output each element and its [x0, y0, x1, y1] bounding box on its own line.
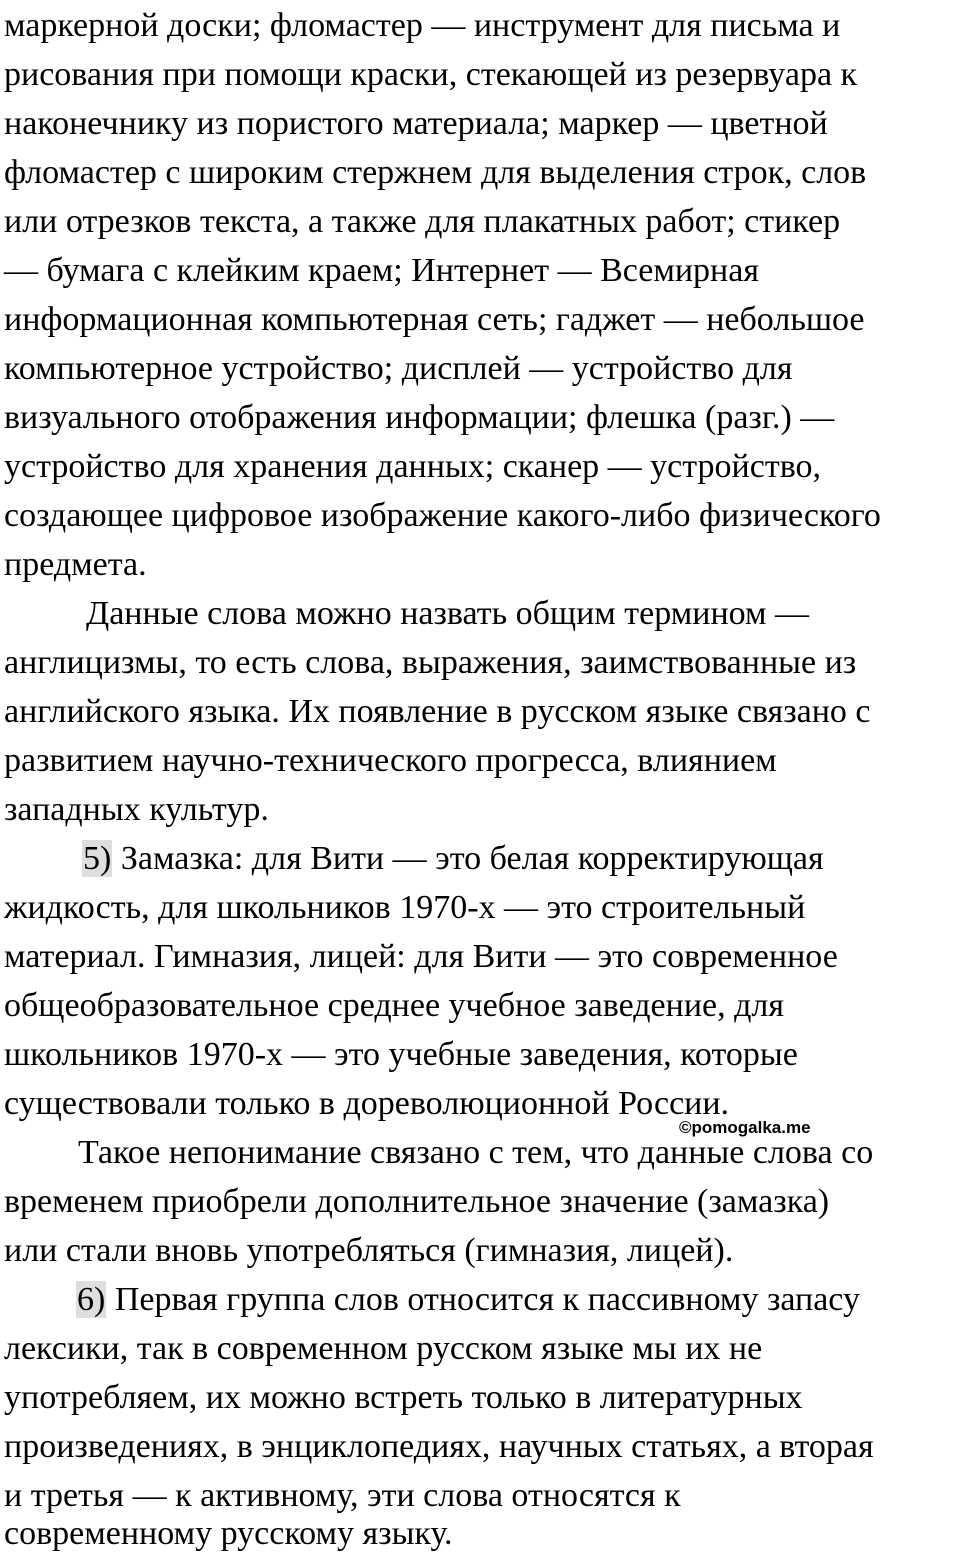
text-line: жидкость, для школьников 1970-х — это строительный: [4, 889, 806, 926]
text-line: или стали вновь употребляться (гимназия, лицей).: [4, 1232, 734, 1269]
text-line: лексики, так в современном русском языке мы их не: [4, 1330, 763, 1367]
text-line: существовали только в дореволюционной России.: [4, 1085, 730, 1122]
text-line: материал. Гимназия, лицей: для Вити — это современное: [4, 938, 838, 975]
text-line: школьников 1970-х — это учебные заведения, которые: [4, 1036, 798, 1073]
text-span: Первая группа слов относится к пассивному запасу: [106, 1281, 860, 1318]
text-line: современному русскому языку.: [4, 1515, 453, 1552]
text-line: устройство для хранения данных; сканер — устройство,: [4, 448, 822, 485]
text-span: Замазка: для Вити — это белая корректирующая: [112, 840, 824, 877]
text-line: [82, 835, 824, 883]
text-line: западных культур.: [4, 791, 269, 828]
text-line: английского языка. Их появление в русском языке связано с: [4, 693, 871, 730]
text-line: развитием научно-технического прогресса, влиянием: [4, 742, 777, 779]
text-line: Такое непонимание связано с тем, что данные слова со: [78, 1134, 874, 1171]
text-line: наконечнику из пористого материала; маркер — цветной: [4, 105, 828, 142]
text-line: предмета.: [4, 546, 147, 583]
text-line: создающее цифровое изображение какого-либо физического: [4, 497, 881, 534]
text-line: информационная компьютерная сеть; гаджет — небольшое: [4, 301, 865, 338]
text-line: общеобразовательное среднее учебное заведение, для: [4, 987, 785, 1024]
text-line: компьютерное устройство; дисплей — устройство для: [4, 350, 793, 387]
text-line: визуального отображения информации; флешка (разг.) —: [4, 399, 835, 436]
text-line: употребляем, их можно встреть только в литературных: [4, 1379, 803, 1416]
text-line: [76, 1276, 860, 1324]
item-number-badge: 5): [83, 840, 112, 877]
text-line: и третья — к активному, эти слова относятся к: [4, 1477, 681, 1514]
text-line: рисования при помощи краски, стекающей из резервуара к: [4, 56, 858, 93]
text-line: или отрезков текста, а также для плакатных работ; стикер: [4, 203, 841, 240]
text-line: фломастер с широким стержнем для выделения строк, слов: [4, 154, 867, 191]
text-line: — бумага с клейким краем; Интернет — Всемирная: [4, 252, 759, 289]
text-line: временем приобрели дополнительное значение (замазка): [4, 1183, 830, 1220]
watermark: ©pomogalka.me: [679, 1118, 811, 1137]
text-line: Данные слова можно назвать общим термином —: [86, 595, 810, 632]
item-number-badge: 6): [77, 1281, 106, 1318]
text-line: маркерной доски; фломастер — инструмент для письма и: [4, 7, 841, 44]
text-line: англицизмы, то есть слова, выражения, заимствованные из: [4, 644, 857, 681]
text-line: произведениях, в энциклопедиях, научных статьях, а вторая: [4, 1428, 874, 1465]
